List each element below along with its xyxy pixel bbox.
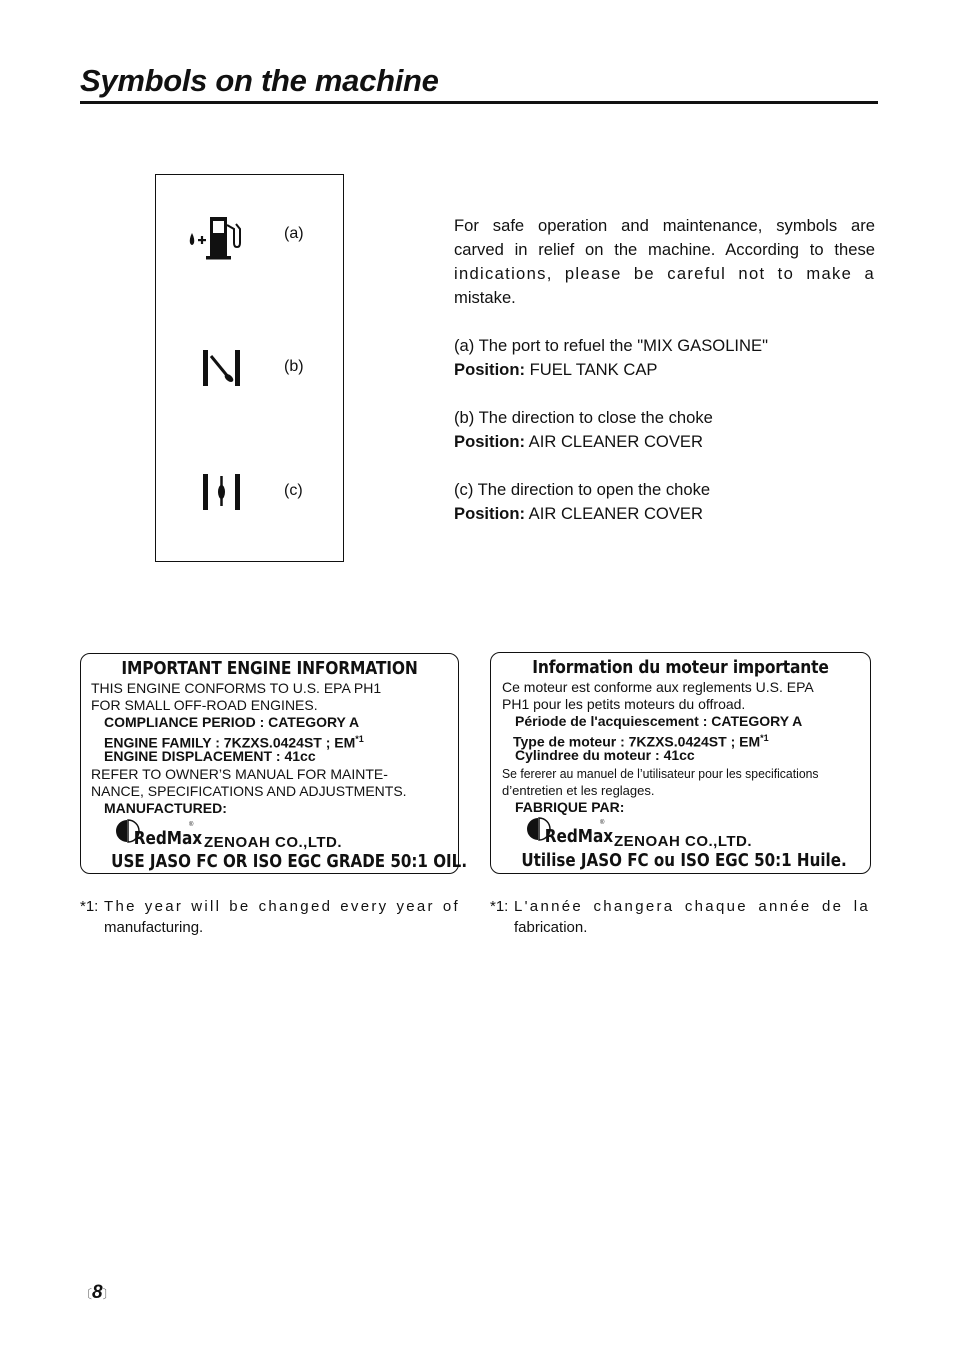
- intro-line: mistake.: [454, 288, 516, 307]
- label-line: Se fererer au manuel de l’utilisateur pour les specifications: [502, 766, 819, 781]
- redmax-logo-text: RedMax: [133, 826, 203, 849]
- intro-line: For safe operation and maintenance, symbols are: [454, 216, 875, 235]
- footnote-line: manufacturing.: [104, 919, 204, 936]
- label-line: Type de moteur : 7KZXS.0424ST ; EM$^{*1}$: [513, 733, 769, 750]
- footnote-mark: *1:: [490, 898, 509, 915]
- label-title: Information du moteur importante: [532, 657, 829, 678]
- label-line: THIS ENGINE CONFORMS TO U.S. EPA PH1: [91, 680, 382, 696]
- label-line: Période de l'acquiescement : CATEGORY A: [515, 713, 803, 729]
- item-desc: (b) The direction to close the choke: [454, 408, 713, 427]
- intro-paragraph: [454, 214, 875, 310]
- engine-label-en: [80, 653, 468, 874]
- choke-close-icon: [201, 348, 243, 388]
- page-number: 〔8〕: [80, 1282, 115, 1303]
- item-pos-label: Position:: [454, 504, 525, 523]
- footnote-fr: [490, 896, 870, 938]
- engine-label-fr: [490, 652, 871, 874]
- symbol-a-letter: (a): [284, 225, 304, 242]
- symbol-c-letter: (c): [284, 482, 303, 499]
- footnote-en: [80, 896, 460, 938]
- label-line: FOR SMALL OFF-ROAD ENGINES.: [91, 697, 318, 713]
- item-pos-value: AIR CLEANER COVER: [524, 432, 703, 451]
- svg-text:®: ®: [189, 822, 194, 828]
- redmax-logo-text: RedMax: [544, 824, 614, 847]
- company-name: ZENOAH CO.,LTD.: [614, 833, 753, 850]
- item-desc: (c) The direction to open the choke: [454, 480, 711, 499]
- label-line: Ce moteur est conforme aux reglements U.S. EPA: [502, 679, 814, 695]
- label-line: REFER TO OWNER’S MANUAL FOR MAINTE-: [91, 766, 388, 782]
- label-line: COMPLIANCE PERIOD : CATEGORY A: [104, 714, 360, 730]
- symbol-descriptions: [454, 334, 875, 550]
- label-footer: Utilise JASO FC ou ISO EGC 50:1 Huile.: [521, 850, 847, 871]
- fuel-mix-icon: [186, 215, 248, 261]
- page-title: Symbols on the machine: [80, 62, 878, 104]
- label-line: ENGINE DISPLACEMENT : 41cc: [104, 748, 316, 764]
- label-line: d’entretien et les reglages.: [502, 783, 655, 798]
- item-pos-label: Position:: [454, 432, 525, 451]
- footnote-mark: *1:: [80, 898, 99, 915]
- svg-text:®: ®: [600, 820, 605, 826]
- label-line: MANUFACTURED:: [104, 800, 227, 816]
- symbol-box: [155, 174, 344, 562]
- intro-line: indications, please be careful not to make a: [454, 264, 875, 283]
- company-name: ZENOAH CO.,LTD.: [204, 834, 343, 851]
- label-line: FABRIQUE PAR:: [515, 799, 625, 815]
- item-desc: (a) The port to refuel the "MIX GASOLINE": [454, 336, 768, 355]
- redmax-logo: [526, 816, 614, 847]
- footnote-line: fabrication.: [514, 919, 588, 936]
- intro-line: carved in relief on the machine. According to these: [454, 240, 875, 259]
- symbol-item-a: [454, 334, 875, 382]
- symbol-item-b: [454, 406, 875, 454]
- label-title: IMPORTANT ENGINE INFORMATION: [121, 658, 418, 679]
- redmax-logo: [115, 818, 203, 849]
- label-line: ENGINE FAMILY : 7KZXS.0424ST ; EM$^{*1}$: [104, 734, 364, 751]
- symbol-b-letter: (b): [284, 358, 304, 375]
- label-line: PH1 pour les petits moteurs du offroad.: [502, 696, 746, 712]
- footnote-line: L'année changera chaque année de la: [514, 898, 870, 915]
- item-pos-label: Position:: [454, 360, 525, 379]
- symbol-item-c: [454, 478, 875, 526]
- label-line: NANCE, SPECIFICATIONS AND ADJUSTMENTS.: [91, 783, 407, 799]
- item-pos-value: FUEL TANK CAP: [524, 360, 658, 379]
- footnote-line: The year will be changed every year of: [104, 898, 460, 915]
- label-footer: USE JASO FC OR ISO EGC GRADE 50:1 OIL.: [111, 851, 468, 872]
- label-line: Cylindree du moteur : 41cc: [515, 747, 695, 763]
- choke-open-icon: [201, 472, 243, 512]
- item-pos-value: AIR CLEANER COVER: [524, 504, 703, 523]
